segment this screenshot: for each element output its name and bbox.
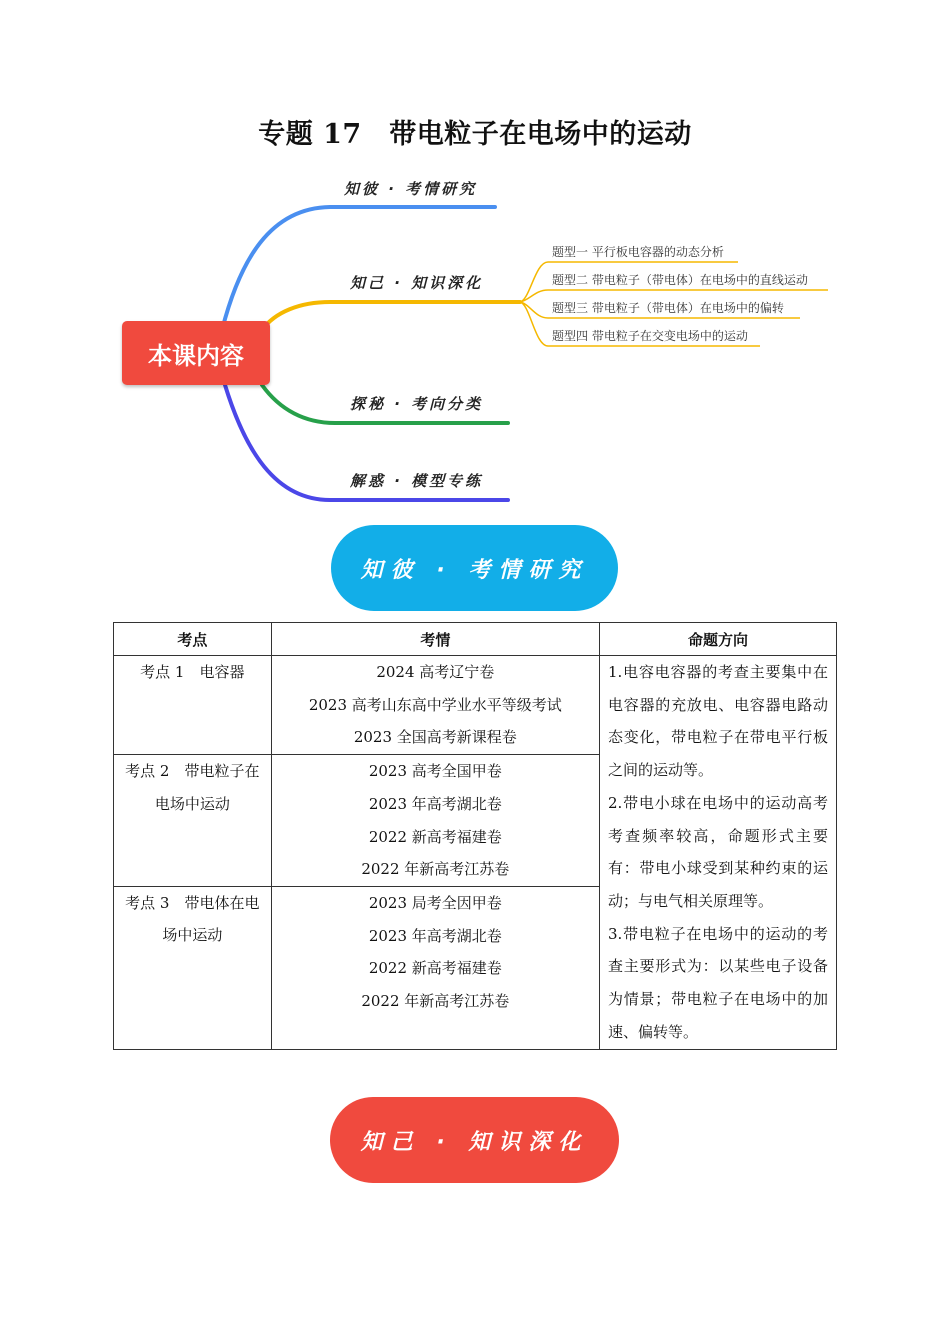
table-header-row [114,623,837,656]
branch-label-2: 知己 · 知识深化 [350,274,484,292]
direction-text-3: 3.带电粒子在电场中的运动的考查主要形式为：以某些电子设备为情景；带电粒子在电场中的加速、偏转等。 [608,924,828,1041]
topic-item-3: 题型三 带电粒子（带电体）在电场中的偏转 [552,301,784,315]
section-banner-knowledge: 知己 · 知识深化 [330,1097,619,1183]
mind-map-branches [0,0,950,520]
exam-item: 2023 全国高考新课程卷 [353,728,517,747]
exam-item: 2022 新高考福建卷 [368,827,502,846]
table-row [114,656,837,755]
exam-point: 考点 1 电容器 [114,656,272,755]
exam-item: 2022 年新高考江苏卷 [361,860,510,879]
exam-item: 2022 年新高考江苏卷 [361,992,510,1011]
direction-cell [600,656,837,1050]
exam-table [113,622,837,1050]
branch-label-1: 知彼 · 考情研究 [344,180,478,198]
branch-line-2 [262,302,520,330]
direction-text-2: 2.带电小球在电场中的运动高考考查频率较高，命题形式主要有：带电小球受到某种约束的运动；与电气相关原理等。 [608,793,828,910]
topic-item-4: 题型四 带电粒子在交变电场中的运动 [552,329,748,343]
branch-label-4: 解惑 · 模型专练 [350,472,484,490]
exam-item: 2023 高考山东高中学业水平等级考试 [308,695,562,714]
exam-item: 2022 新高考福建卷 [368,959,502,978]
exam-item: 2023 年高考湖北卷 [368,926,502,945]
branch-line-1 [222,207,495,330]
exam-item: 2023 局考全因甲卷 [368,893,502,912]
table-header: 考情 [271,623,599,656]
topic-item-1: 题型一 平行板电容器的动态分析 [552,245,724,259]
exam-point: 考点 3 带电体在电场中运动 [114,886,272,1049]
exam-item: 2023 高考全国甲卷 [368,762,502,781]
exam-item: 2024 高考辽宁卷 [376,663,495,681]
direction-text-1: 1.电容电容器的考查主要集中在电容器的充放电、电容器电路动态变化，带电粒子在带电平行板之间的运动等。 [608,663,828,780]
branch-label-3: 探秘 · 考向分类 [350,395,484,413]
page-title: 专题 17 带电粒子在电场中的运动 [258,119,692,150]
table-header: 命题方向 [600,623,837,656]
exam-point: 考点 2 带电粒子在电场中运动 [114,755,272,887]
exam-item: 2023 年高考湖北卷 [368,794,502,813]
topic-item-2: 题型二 带电粒子（带电体）在电场中的直线运动 [552,273,808,287]
exam-list [271,656,599,755]
exam-list [271,755,599,887]
section-banner-research: 知彼 · 考情研究 [331,525,618,611]
table-header: 考点 [114,623,272,656]
mind-map-center: 本课内容 [122,321,270,385]
exam-list [271,886,599,1049]
mind-map [0,0,950,520]
